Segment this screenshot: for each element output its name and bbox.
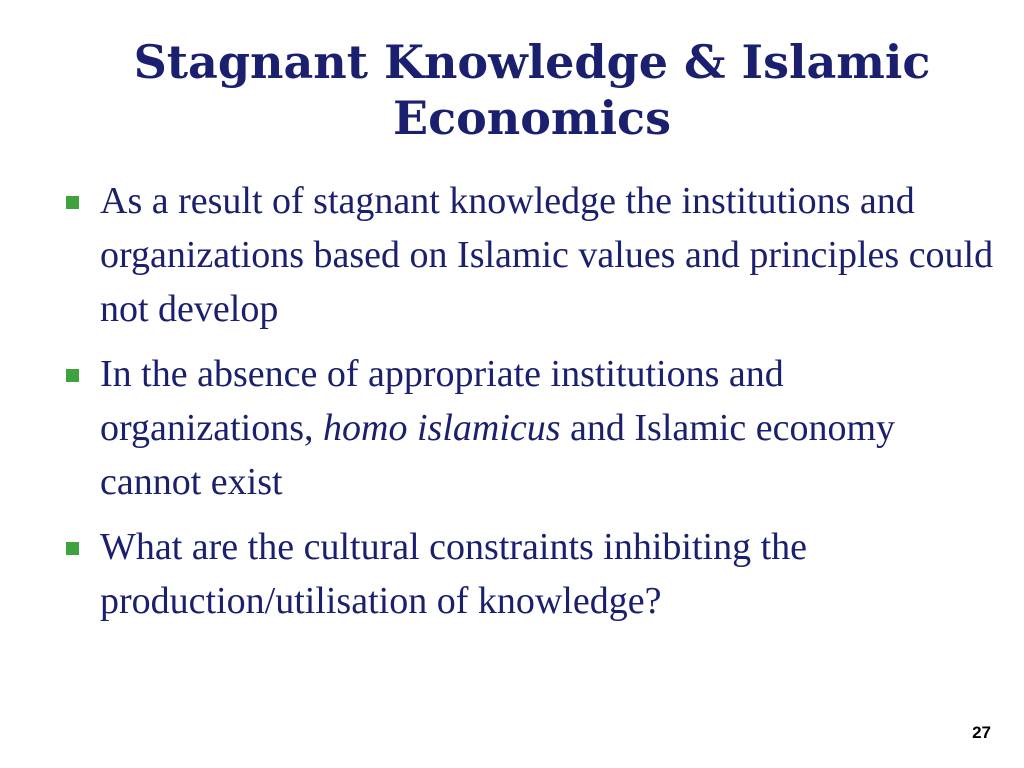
square-bullet-icon bbox=[66, 196, 79, 209]
bullet-text bbox=[100, 347, 996, 509]
bullet-text-before: In the absence of appropriate institutions and organizations, bbox=[100, 353, 784, 449]
slide-title: Stagnant Knowledge & Islamic Economics bbox=[133, 35, 931, 145]
bullet-item-2 bbox=[66, 347, 996, 509]
bullet-text: What are the cultural constraints inhibiting the production/utilisation of knowledge? bbox=[100, 526, 808, 622]
page-number: 27 bbox=[972, 723, 991, 742]
square-bullet-icon bbox=[66, 369, 79, 382]
square-bullet-icon bbox=[66, 542, 79, 555]
bullet-list bbox=[66, 174, 996, 639]
bullet-item-3 bbox=[66, 520, 996, 628]
bullet-text: As a result of stagnant knowledge the institutions and organizations based on Islamic values and principles could not develop bbox=[100, 180, 994, 330]
bullet-text-emphasis: homo islamicus bbox=[323, 407, 561, 449]
bullet-item-1 bbox=[66, 174, 996, 336]
bullet-text-after: and Islamic economy cannot exist bbox=[100, 407, 896, 503]
